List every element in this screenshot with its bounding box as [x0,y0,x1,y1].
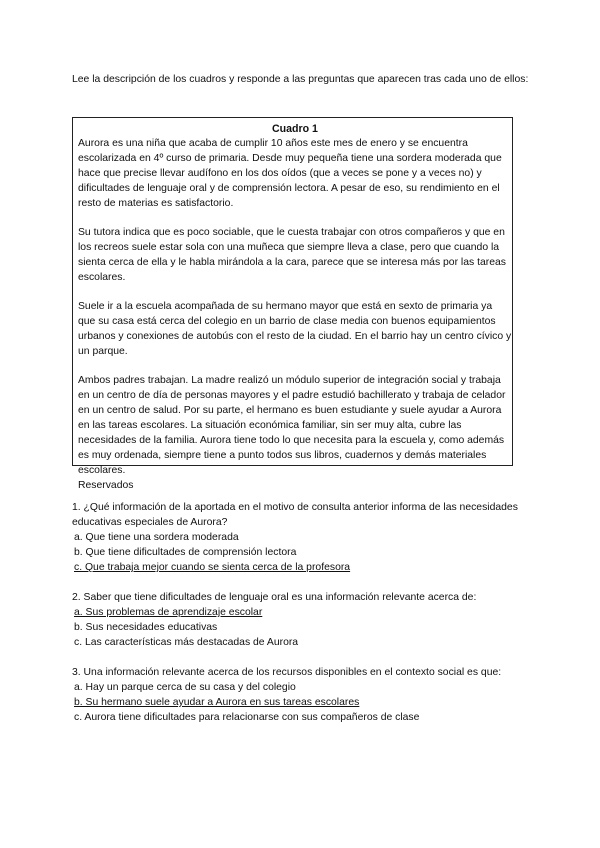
option-b[interactable]: b. Que tiene dificultades de comprensión lectora [74,547,297,558]
question-3 [72,665,542,725]
option-a[interactable]: a. Hay un parque cerca de su casa y del colegio [74,682,296,693]
question-stem: 3. Una información relevante acerca de los recursos disponibles en el contexto social es que: [72,667,502,678]
instructions-text: Lee la descripción de los cuadros y responde a las preguntas que aparecen tras cada uno de ellos: [72,74,529,85]
case-paragraph-1: Aurora es una niña que acaba de cumplir 10 años este mes de enero y se encuentra escolarizada en 4º curso de primaria. Desde muy pequeña tiene una sordera moderada que hace que precise llevar audífono en los dos oídos (que a veces se pone y a veces no) y dificultades de lenguaje oral y de comprensión lectora. A pesar de eso, su rendimiento en el resto de materias es satisfactorio. [78,138,502,209]
option-c[interactable]: c. Las características más destacadas de Aurora [74,637,299,648]
option-c[interactable]: c. Aurora tiene dificultades para relacionarse con sus compañeros de clase [74,712,420,723]
case-box-title: Cuadro 1 [272,123,318,135]
case-paragraph-4: Ambos padres trabajan. La madre realizó un módulo superior de integración social y trabaja en un centro de día de personas mayores y el padre estudió bachillerato y trabaja de celador en un centro de salud. Por su parte, el hermano es buen estudiante y suele ayudar a Aurora en las tareas escolares. La situación económica familiar, sin ser muy alta, cubre las necesidades de la familia. Aurora tiene todo lo que necesita para la escuela y, como además es muy ordenada, siempre tiene a punto todos sus libros, cuadernos y demás materiales escolares. [78,375,506,476]
option-b-correct[interactable]: b. Su hermano suele ayudar a Aurora en sus tareas escolares [74,697,360,708]
question-2 [72,590,542,650]
case-box [72,117,513,491]
question-list [72,500,542,740]
case-paragraph-2: Su tutora indica que es poco sociable, que le cuesta trabajar con otros compañeros y que en los recreos suele estar sola con una muñeca que siempre lleva a clase, pero que cuando la sienta cerca de ella y le habla mirándola a la cara, parece que se interesa más por las tareas escolares. [78,227,506,283]
question-stem: 1. ¿Qué información de la aportada en el motivo de consulta anterior informa de las necesidades educativas especiales de Aurora? [72,502,518,528]
case-box-footer: Reservados [78,480,134,491]
option-a[interactable]: a. Que tiene una sordera moderada [74,532,239,543]
case-paragraph-3: Suele ir a la escuela acompañada de su hermano mayor que está en sexto de primaria ya que su casa está cerca del colegio en un barrio de clase media con buenos equipamientos urbanos y conexiones de autobús con el resto de la ciudad. En el barrio hay un centro cívico y un parque. [78,301,512,357]
option-b[interactable]: b. Sus necesidades educativas [74,622,218,633]
question-stem: 2. Saber que tiene dificultades de lenguaje oral es una información relevante acerca de: [72,592,477,603]
option-c-correct[interactable]: c. Que trabaja mejor cuando se sienta cerca de la profesora [74,562,351,573]
question-1 [72,500,542,575]
option-a-correct[interactable]: a. Sus problemas de aprendizaje escolar [74,607,263,618]
